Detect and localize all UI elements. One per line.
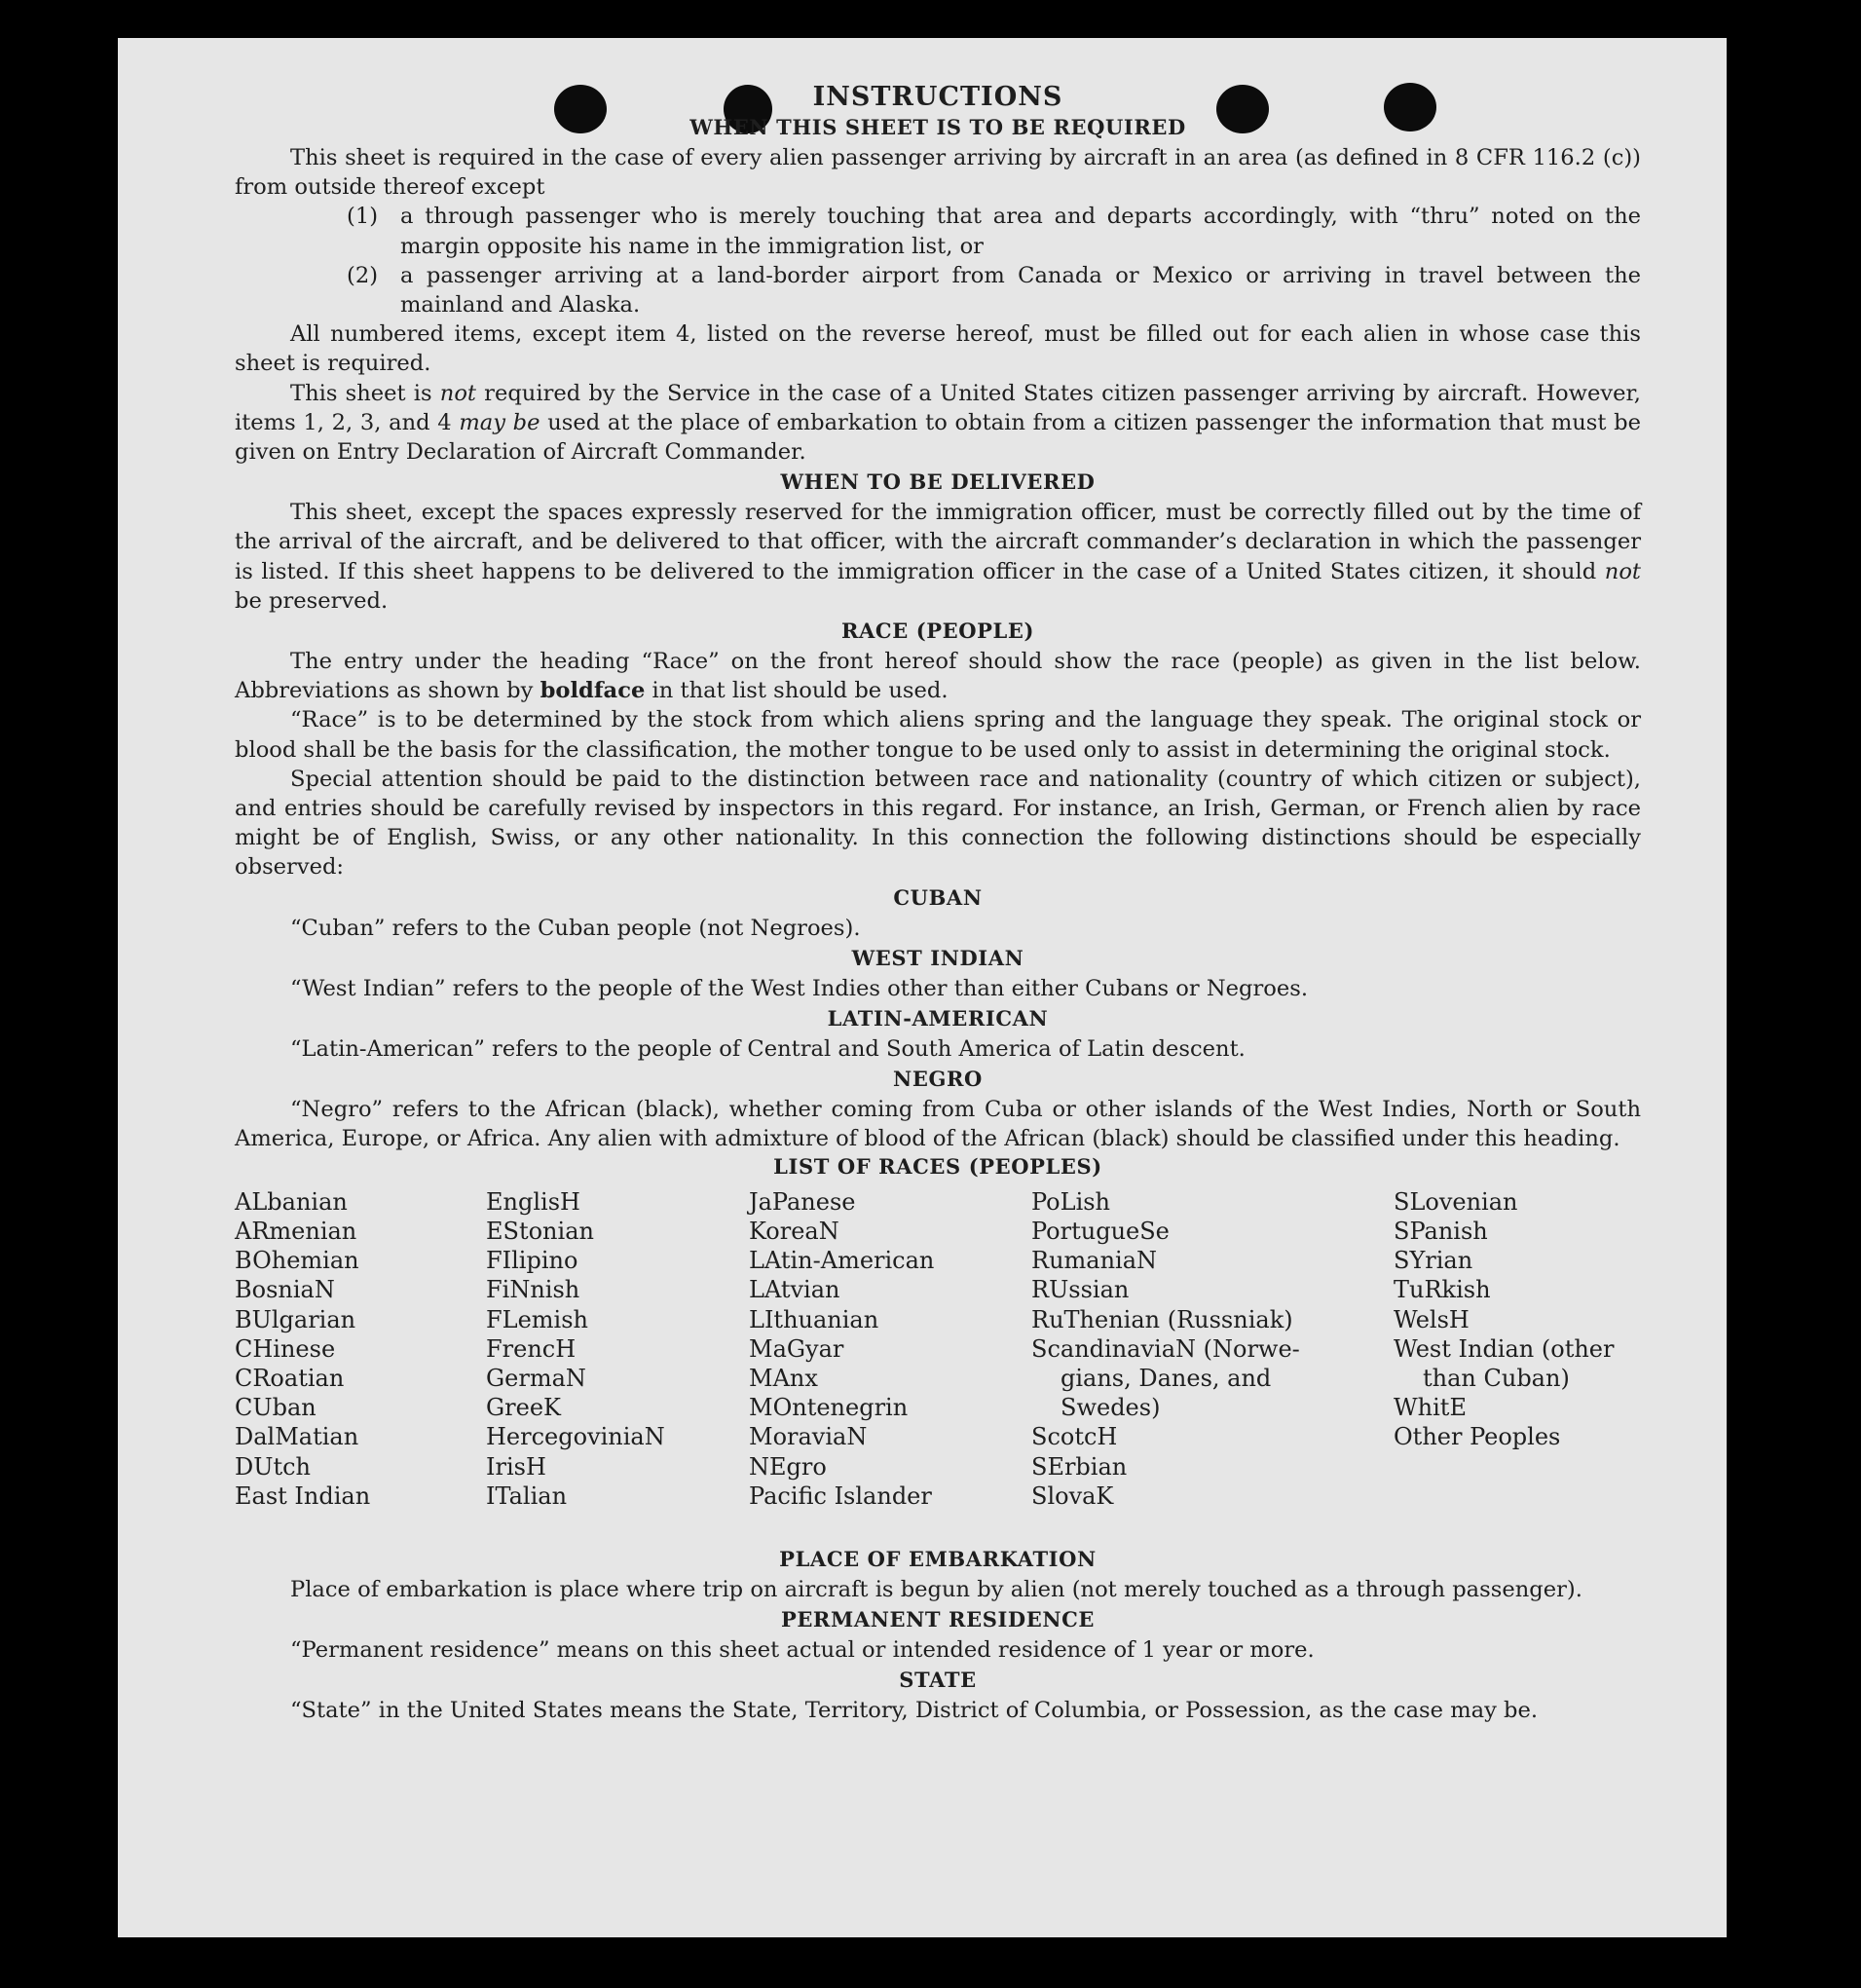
race-entry: MAnx (749, 1364, 818, 1392)
race-paragraph-3: Special attention should be paid to the distinction between race and nationality (country of which citizen or subject), and entries should be carefully revised by inspectors in this regard. For instance, an Irish, German, or French alien by race might be of English, Swiss, or any other nationality. In this connection the following distinctions should be especially observed: (235, 766, 1641, 881)
instructions-text (235, 81, 1641, 1725)
state-paragraph: “State” in the United States means the State, Territory, District of Columbia, or Possession, as the case may be. (290, 1698, 1539, 1724)
race-entry: ALbanian (235, 1187, 348, 1216)
race-entry: than Cuban) (1423, 1364, 1570, 1392)
race-column (1394, 1187, 1614, 1452)
race-entry: WhitE (1394, 1394, 1467, 1422)
race-column (1031, 1187, 1300, 1511)
race-entry: LAtvian (749, 1276, 840, 1304)
heading-permanent-residence: PERMANENT RESIDENCE (780, 1606, 1096, 1632)
race-entry: EnglisH (486, 1187, 580, 1216)
race-entry: ScandinaviaN (Norwe- (1031, 1334, 1300, 1363)
race-list (235, 1187, 1641, 1544)
race-entry: TuRkish (1394, 1276, 1491, 1304)
race-entry: CHinese (235, 1334, 336, 1363)
heading-place-of-embarkation: PLACE OF EMBARKATION (779, 1546, 1097, 1571)
heading-west-indian: WEST INDIAN (851, 945, 1024, 970)
race-entry: BUlgarian (235, 1305, 356, 1333)
race-entry: KoreaN (749, 1217, 839, 1245)
race-entry: FrencH (486, 1334, 577, 1363)
title: INSTRUCTIONS (812, 82, 1063, 112)
race-entry: DUtch (235, 1452, 312, 1481)
race-paragraph-1: The entry under the heading “Race” on the front hereof should show the race (people) as given in the list below. Abbreviations as shown by boldface in that list should be used. (235, 649, 1641, 704)
race-entry: DalMatian (235, 1423, 359, 1451)
race-entry: West Indian (other (1394, 1334, 1615, 1363)
citizen-paragraph: This sheet is not required by the Service in the case of a United States citizen passenger arriving by aircraft. However, items 1, 2, 3, and 4 may be used at the place of embarkation to obtain from a citizen passenger the information that must be given on Entry Declaration of Aircraft Commander. (235, 380, 1641, 466)
race-entry: PoLish (1031, 1187, 1111, 1216)
heading-race: RACE (PEOPLE) (840, 619, 1035, 644)
numbered-items-paragraph: All numbered items, except item 4, listed on the reverse hereof, must be filled out for each alien in whose case this sheet is required. (235, 321, 1641, 377)
race-entry: SErbian (1031, 1452, 1128, 1481)
heading-negro: NEGRO (893, 1067, 983, 1092)
heading-list-of-races: LIST OF RACES (PEOPLES) (773, 1153, 1102, 1179)
race-entry: CRoatian (235, 1364, 345, 1392)
race-entry: FLemish (486, 1305, 588, 1333)
race-entry: FIlipino (486, 1247, 578, 1275)
latin-american-paragraph: “Latin-American” refers to the people of Central and South America of Latin descent. (290, 1036, 1246, 1063)
heading-state: STATE (899, 1668, 977, 1693)
residence-paragraph: “Permanent residence” means on this sheet actual or intended residence of 1 year or more. (290, 1636, 1315, 1663)
race-entry: GreeK (486, 1394, 561, 1422)
item-number: (2) (347, 262, 379, 288)
race-entry: Pacific Islander (749, 1482, 932, 1510)
race-entry: HercegoviniaN (486, 1423, 665, 1451)
race-entry: EStonian (486, 1217, 594, 1245)
race-entry: LIthuanian (749, 1305, 879, 1333)
race-entry: MOntenegrin (749, 1394, 909, 1422)
race-entry: BOhemian (235, 1247, 359, 1275)
race-entry: GermaN (486, 1364, 586, 1392)
embarkation-paragraph: Place of embarkation is place where trip on aircraft is begun by alien (not merely touched as a through passenger). (290, 1576, 1582, 1602)
cuban-paragraph: “Cuban” refers to the Cuban people (not Negroes). (290, 915, 861, 941)
exception-item (235, 261, 1641, 319)
race-entry: LAtin-American (749, 1247, 935, 1275)
race-entry: gians, Danes, and (1061, 1364, 1272, 1392)
race-entry: SLovenian (1394, 1187, 1518, 1216)
race-entry: SlovaK (1031, 1482, 1114, 1510)
race-entry: IrisH (486, 1452, 546, 1481)
race-entry: MaGyar (749, 1334, 844, 1363)
race-entry: JaPanese (749, 1187, 856, 1216)
exception-item (235, 202, 1641, 260)
race-entry: MoraviaN (749, 1423, 868, 1451)
race-entry: RumaniaN (1031, 1247, 1158, 1275)
heading-when-required: WHEN THIS SHEET IS TO BE REQUIRED (689, 115, 1186, 139)
required-intro: This sheet is required in the case of every alien passenger arriving by aircraft in an area (as defined in 8 CFR 116.2 (c)) from outside thereof except (235, 145, 1641, 201)
race-paragraph-2: “Race” is to be determined by the stock from which aliens spring and the language they speak. The original stock or blood shall be the basis for the classification, the mother tongue to be used only to assist in determining the original stock. (235, 707, 1641, 763)
item-text: a through passenger who is merely touching that area and departs accordingly, with “thru” noted on the margin opposite his name in the immigration list, or (400, 204, 1641, 259)
race-column (749, 1187, 934, 1511)
race-entry: East Indian (235, 1482, 371, 1510)
race-entry: BosniaN (235, 1276, 335, 1304)
heading-when-delivered: WHEN TO BE DELIVERED (780, 469, 1096, 495)
race-entry: SPanish (1394, 1217, 1488, 1245)
document-sheet (118, 38, 1727, 1937)
race-column (235, 1187, 370, 1511)
heading-cuban: CUBAN (893, 884, 983, 910)
race-entry: ARmenian (235, 1217, 357, 1245)
race-entry: Swedes) (1061, 1394, 1161, 1422)
race-entry: ITalian (486, 1482, 568, 1510)
race-entry: RUssian (1031, 1276, 1130, 1304)
race-entry: PortugueSe (1031, 1217, 1170, 1245)
race-column (486, 1187, 665, 1511)
race-entry: ScotcH (1031, 1423, 1118, 1451)
race-entry: Other Peoples (1394, 1423, 1561, 1451)
race-entry: SYrian (1394, 1247, 1473, 1275)
item-number: (1) (347, 204, 379, 230)
race-entry: WelsH (1394, 1305, 1470, 1333)
west-indian-paragraph: “West Indian” refers to the people of the West Indies other than either Cubans or Negroes. (290, 975, 1309, 1001)
race-entry: FiNnish (486, 1276, 580, 1304)
delivered-paragraph: This sheet, except the spaces expressly reserved for the immigration officer, must be correctly filled out by the time of the arrival of the aircraft, and be delivered to that officer, with the aircraft commander’s declaration in which the passenger is listed. If this sheet happens to be delivered to the immigration officer in the case of a United States citizen, it should not be preserved. (235, 500, 1641, 614)
item-text: a passenger arriving at a land-border airport from Canada or Mexico or arriving in travel between the mainland and Alaska. (400, 262, 1641, 319)
race-entry: CUban (235, 1394, 316, 1422)
race-entry: RuThenian (Russniak) (1031, 1305, 1293, 1333)
negro-paragraph: “Negro” refers to the African (black), whether coming from Cuba or other islands of the West Indies, North or South America, Europe, or Africa. Any alien with admixture of blood of the African (black) should be classified under this heading. (235, 1097, 1641, 1152)
heading-latin-american: LATIN-AMERICAN (827, 1006, 1049, 1032)
race-entry: NEgro (749, 1452, 827, 1481)
